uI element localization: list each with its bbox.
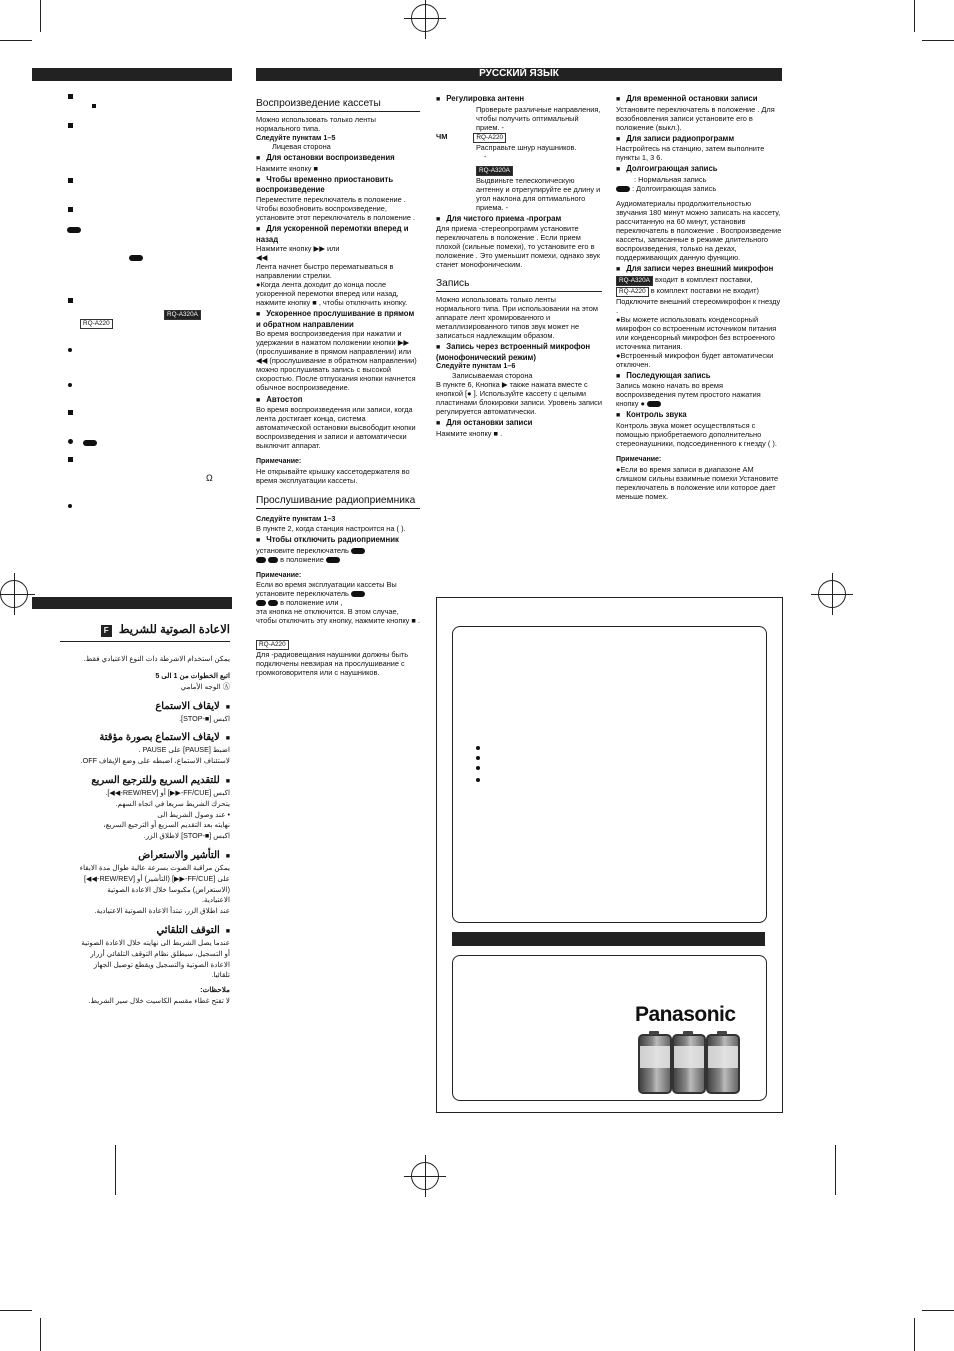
heading: ■ Ускоренное прослушивание в прямом и обратном направлении [256, 309, 420, 329]
paragraph: : Нормальная запись [634, 174, 707, 184]
paragraph: Для -радиовещания наушники должны быть подключены невзирая на прослушивание с громкоговорителя или с наушников. [256, 650, 409, 678]
crop-mark [0, 1310, 32, 1311]
arabic-pause-text: لاستئناف الاستماع، اضبطه على وضع الإيقاف OFF. [80, 756, 230, 766]
heading: ■ Регулировка антенн [436, 94, 602, 105]
paragraph: Нажмите кнопку ■ . [436, 428, 503, 438]
bullet-dot [476, 746, 480, 750]
bullet-dot [68, 383, 72, 387]
arabic-cue-text: يمكن مراقبة الصوت بسرعة عالية طوال مدة الابقاء [79, 863, 230, 873]
arabic-cue-text: عند اطلاق الزر، تبتدأ الاعادة الصوتية الاعتيادية. [94, 906, 230, 916]
paragraph: Записываемая сторона [452, 370, 533, 380]
heading: ■ Последующая запись [616, 371, 782, 382]
header-bar-left [32, 68, 232, 81]
crop-mark [835, 1145, 836, 1195]
battery-icon [638, 1034, 672, 1094]
crop-mark [914, 1318, 915, 1351]
model-tag: RQ-A220 [80, 318, 113, 329]
arabic-pause-heading: ■ لايقاف الاستماع بصورة مؤقتة [60, 730, 230, 745]
arabic-cue-heading: ■ التأشير والاستعراض [60, 848, 230, 863]
paragraph: - [484, 151, 487, 161]
arabic-title: الاعادة الصوتية للشريط F [60, 622, 230, 642]
paragraph: RQ-A320A входит в комплект поставки, RQ-A220 в комплект поставки не входит) [616, 275, 782, 297]
crop-mark [914, 0, 915, 32]
arabic-auto-text: عندما يصل الشريط الى نهايته خلال الاعادة الصوتية [81, 938, 230, 947]
registration-mark [818, 580, 846, 608]
paragraph: установите переключатель [256, 546, 420, 555]
paragraph: Переместите переключатель в положение . [256, 194, 406, 204]
crop-mark [40, 0, 41, 32]
heading: ■ Для ускоренной перемотки вперед и назад [256, 224, 420, 244]
crop-mark [115, 1145, 116, 1195]
bullet-dot [476, 756, 480, 760]
paragraph: Запись можно начать во время воспроизведения путем простого нажатия кнопку ● [616, 381, 761, 409]
model-tag: RQ-A320A [164, 309, 201, 320]
paragraph: ЧМ RQ-A220 [436, 132, 602, 143]
heading: ■ Чтобы отключить радиоприемник [256, 535, 420, 546]
note-heading: Примечание: [256, 458, 302, 466]
heading: ■ Для временной остановки записи [616, 94, 782, 105]
bullet-dot [68, 439, 73, 444]
bullet-dot [68, 348, 72, 352]
arabic-ff-text: يتحرك الشريط سريعا في اتجاه السهم. [115, 798, 230, 808]
steps-label: Следуйте пунктам 1–6 [436, 361, 516, 371]
arabic-cue-text: الاعتيادية. [202, 895, 230, 905]
paragraph: Контроль звука может осуществляться с помощью приобретаемого дополнительно стереонаушники, подсоединенного к гнезду ( ). [616, 420, 777, 449]
paragraph: Не открывайте крышку кассетодержателя во время эксплуатации кассеты. [256, 466, 410, 485]
section-title: Запись [436, 278, 602, 292]
model-tag: RQ-A320A [436, 165, 602, 176]
paragraph: в положение [256, 555, 420, 564]
arabic-auto-text: تلقائيا. [211, 970, 230, 980]
paragraph: Установите переключатель в положение . Для возобновления записи установите его в положение (выкл.). [616, 104, 775, 132]
section-title: Воспроизведение кассеты [256, 98, 420, 112]
note-heading: Примечание: [256, 571, 302, 579]
registration-mark [411, 1162, 439, 1190]
paragraph: Можно использовать только ленты нормального типа. [256, 115, 376, 134]
arabic-cue-text: (الاستعراض) مكبوسا خلال الاعادة الصوتية [107, 884, 230, 894]
header-bar-arabic [32, 597, 232, 609]
bullet-square [68, 123, 73, 128]
paragraph: в положение или , [256, 598, 420, 607]
paragraph: ●Вы можете использовать конденсорный микрофон со встроенным источником питания или конденсорный микрофон без встроенного источника питания. [616, 314, 777, 351]
model-tag: RQ-A220 [256, 639, 420, 650]
registration-mark [411, 4, 439, 32]
paragraph: ◀◀ [256, 253, 268, 263]
heading: ■ Для чистого приема -програм [436, 214, 602, 225]
switch-indicator [129, 255, 143, 261]
switch-indicator [67, 227, 81, 233]
battery-icon [672, 1034, 706, 1094]
header-bar-russian [256, 68, 782, 81]
heading: ■ Для записи через внешний микрофон [616, 264, 782, 275]
paragraph: эта кнопка не отключится. В этом случае, чтобы отключить эту кнопку, нажмите кнопку ■ . [256, 607, 420, 626]
bullet-square [92, 104, 96, 108]
heading: ■ Запись через встроенный микрофон (монофонический режим) [436, 342, 602, 362]
paragraph: Подключите внешний стереомикрофон к гнезду . [616, 296, 781, 315]
paragraph: Во время воспроизведения или записи, когда лента достигает конца, система автоматической остановки высвободит кнопки воспроизведения и записи и автоматически выключит аппарат. [256, 405, 416, 451]
arabic-ff-heading: ■ للتقديم السريع وللترجيع السريع [60, 773, 230, 788]
heading: ■ Автостоп [256, 395, 420, 406]
bullet-dot [476, 766, 480, 770]
heading: ■ Для остановки воспроизведения [256, 153, 420, 164]
arabic-cue-text: على [FF/CUE-▶▶] (التأشير) أو [REW/REV-◀◀] [84, 873, 230, 883]
column-recording-options [616, 92, 782, 501]
paragraph: Проверьте различные направления, чтобы получить оптимальный прием. - [476, 104, 601, 132]
bullet-square [68, 298, 73, 303]
arabic-steps: اتبع الخطوات من 1 الى 5 [155, 671, 230, 681]
column-playback [256, 92, 420, 677]
section-badge: F [101, 625, 112, 637]
arabic-side: Ⓐ الوجه الأمامي [180, 681, 230, 691]
paragraph: ●Когда лента доходит до конца после ускоренной перемотки вперед или назад, нажмите кнопку ■ , чтобы отключить кнопку. [256, 280, 408, 308]
paragraph: Лицевая сторона [272, 142, 331, 152]
switch-indicator [83, 440, 97, 446]
arabic-stop-text: اكبس [■-STOP]. [179, 713, 230, 723]
arabic-ff-text: نهايته بعد التقديم السريع أو الترجيع السريع، [103, 820, 230, 830]
paragraph: ●Встроенный микрофон будет автоматически отключен. [616, 350, 774, 369]
note-heading: Примечание: [616, 456, 662, 464]
paragraph: Можно использовать только ленты нормального типа. При использовании на этом аппарате лент хромированного и металлизированного типов звук может не записаться надлежащим образом. [436, 294, 598, 341]
heading: ■ Контроль звука [616, 410, 782, 421]
paragraph: Выдвиньте телескопическую антенну и отрегулируйте ее длину и угол наклона для оптимального приема. - [476, 175, 601, 212]
arabic-pause-text: اضبط [PAUSE] على PAUSE . [138, 745, 230, 755]
crop-mark [922, 1310, 954, 1311]
heading: ■ Для остановки записи [436, 418, 602, 429]
paragraph: Расправьте шнур наушников. [476, 142, 577, 152]
panasonic-logo: Panasonic [635, 1003, 736, 1026]
arabic-note-text: لا تفتح غطاء مقسم الكاسيت خلال سير الشريط. [88, 995, 230, 1005]
section-title: Прослушивание радиоприемника [256, 495, 420, 509]
paragraph: В пункте 2, когда станция настроится на ( ). [256, 524, 406, 533]
section-language-label: РУССКИЙ ЯЗЫК [479, 68, 559, 79]
paragraph: Нажмите кнопку ■ [256, 163, 319, 173]
arabic-auto-text: أو التسجيل، سيطلق نظام التوقف التلقائي أزرار [90, 948, 230, 958]
arabic-intro: يمكن استخدام الاشرطة ذات النوع الاعتيادي فقط. [83, 654, 230, 664]
info-box [452, 626, 767, 923]
arabic-ff-text: • عند وصول الشريط الى [157, 809, 230, 819]
heading: ■ Для записи радиопрограмм [616, 134, 782, 145]
bullet-square [68, 410, 73, 415]
bullet-square [68, 94, 73, 99]
crop-mark [0, 40, 32, 41]
arabic-column [60, 622, 230, 1007]
paragraph: Чтобы возобновить воспроизведение, установите этот переключатель в положение . [256, 203, 416, 222]
arabic-auto-heading: ■ التوقف التلقائي [60, 923, 230, 938]
bullet-dot [68, 504, 72, 508]
steps-label: Следуйте пунктам 1–5 [256, 132, 336, 142]
battery-icon [706, 1034, 740, 1094]
registration-mark [0, 580, 28, 608]
bullet-square [68, 178, 73, 183]
heading: ■ Долгоиграющая запись [616, 164, 782, 175]
arabic-ff-text: اكبس [■-STOP] لاطلاق الزر. [143, 831, 230, 841]
info-bar [452, 932, 765, 946]
bullet-square [68, 457, 73, 462]
crop-mark [40, 1318, 41, 1351]
arabic-ff-text: اكبس [FF/CUE-▶▶] أو [REW/REV-◀◀]. [105, 788, 230, 798]
bullet-square [68, 207, 73, 212]
arabic-auto-text: الاعادة الصوتية والتسجيل ويقطع توصيل الجهاز [93, 959, 230, 969]
paragraph: ●Если во время записи в диапазоне AM слишком сильны взаимные помехи Установите переключатель в положение или которое дает меньше помех. [616, 464, 779, 501]
paragraph: Лента начнет быстро перематываться в направлении стрелки. [256, 262, 394, 281]
steps-label: Следуйте пунктам 1–3 [256, 514, 336, 524]
paragraph: Для приема -стереопрограмм установите переключатель в положение . Если прием плохой (сильные помехи), то установите его в положение . Это уменьшит помехи, однако звук станет монофоническим. [436, 224, 601, 270]
paragraph: Аудиоматериалы продолжительностью звучания 180 минут можно записать на кассету, рассчитанную на 60 минут, установив переключатель в положение . Воспроизведение кассеты, записанные в режиме длительного воспроизведения, только на деках, поддерживающих данную функцию. [616, 198, 782, 262]
heading: ■ Чтобы временно приостановить воспроизведение [256, 175, 420, 195]
column-antenna-recording [436, 92, 602, 438]
paragraph: Во время воспроизведения при нажатии и удержании в нажатом положении кнопки ▶▶ (прослушивание в прямом направлении) или ◀◀ (прослушивание в обратном направлении) можно прослушивать запись с высокой скоростью. После отпускания кнопки начнется обычное воспроизведение. [256, 329, 417, 393]
paragraph: : Долгоиграющая запись [616, 184, 782, 193]
arabic-note-heading: ملاحظات: [200, 985, 230, 995]
headphones-icon: Ω [206, 473, 213, 483]
paragraph: Нажмите кнопку ▶▶ или [256, 244, 340, 254]
arabic-stop-heading: ■ لايقاف الاستماع [60, 699, 230, 714]
bullet-dot [476, 778, 480, 782]
paragraph: В пункте 6, Кнопка ▶ также нажата вместе с кнопкой [● ]. Используйте кассету с целыми пластинами блокировки записи. Уровень записи регулируется автоматически. [436, 379, 602, 417]
paragraph: Если во время эксплуатации кассеты Вы установите переключатель [256, 580, 397, 599]
crop-mark [922, 40, 954, 41]
paragraph: Настройтесь на станцию, затем выполните пункты 1, 3 6. [616, 144, 765, 163]
